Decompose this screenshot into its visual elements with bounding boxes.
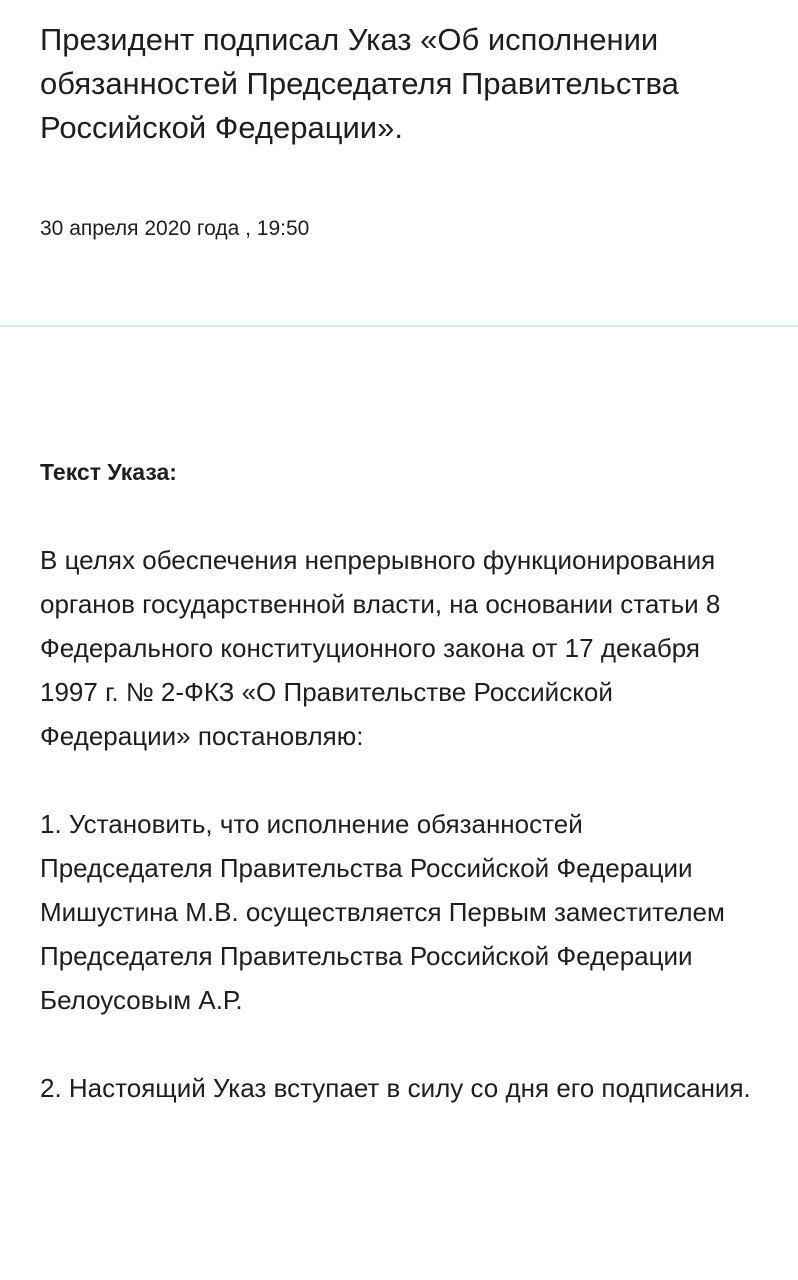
decree-item-1: 1. Установить, что исполнение обязанностей Председателя Правительства Российской Федерации Мишустина М.В. осуществляется Первым заместителем Председателя Правительства Российской Федерации Белоусовым А.Р. xyxy=(40,809,725,1015)
publication-date: 30 апреля 2020 года , 19:50 xyxy=(40,217,310,240)
decree-item-2: 2. Настоящий Указ вступает в силу со дня его подписания. xyxy=(40,1073,751,1103)
article-title: Президент подписал Указ «Об исполнении обязанностей Председателя Правительства Российской Федерации». xyxy=(40,22,679,145)
article-header xyxy=(40,18,760,150)
decree-preamble: В целях обеспечения непрерывного функционирования органов государственной власти, на основании статьи 8 Федерального конституционного закона от 17 декабря 1997 г. № 2-ФКЗ «О Правительстве Российской Федерации» постановляю: xyxy=(40,545,721,751)
decree-text xyxy=(40,450,760,1110)
decree-heading: Текст Указа: xyxy=(40,459,177,485)
divider xyxy=(0,325,798,327)
